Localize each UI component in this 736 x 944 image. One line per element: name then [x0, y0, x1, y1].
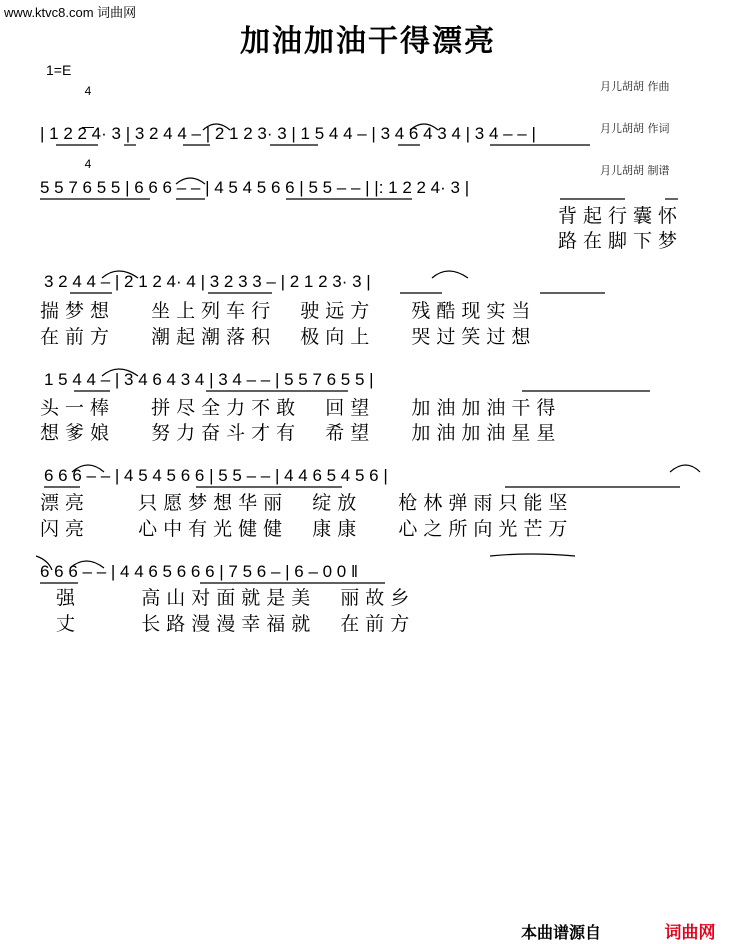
time-signature-bottom: 4 [84, 157, 92, 171]
lyric-row-2-verse-2: 路在脚下梦 [558, 230, 684, 252]
credit-lyricist: 月儿胡胡 作词 [600, 122, 670, 135]
score-row-3: 3 2 4 4 – | 2 1 2 4· 4 | 3 2 3 3 – | 2 1 2 3· 3 | [44, 272, 371, 291]
time-signature-top: 4 [84, 84, 92, 98]
score-row-2: 5 5 7 6 5 5 | 6 6 6 – – | 4 5 4 5 6 6 | 5 5 – – | |: 1 2 2 4· 3 | [40, 178, 470, 197]
slur [70, 561, 104, 568]
slur [36, 556, 52, 570]
score-row-5: 6 6 6 – – | 4 5 4 5 6 6 | 5 5 – – | 4 4 6 5 4 5 6 | [44, 466, 388, 485]
slur [102, 271, 138, 278]
lyric-row-5-verse-1: 漂亮 只愿梦想华丽 绽放 枪林弹雨只能坚 [40, 492, 574, 514]
lyric-row-6-verse-2: 丈 长路漫漫幸福就 在前方 [56, 613, 416, 635]
slur [203, 124, 230, 130]
lyric-row-4-verse-2: 想爹娘 努力奋斗才有 希望 加油加油星星 [40, 422, 562, 444]
footer-source-label: 本曲谱源自 [521, 923, 602, 942]
score-row-4: 1 5 4 4 – | 3 4 6 4 3 4 | 3 4 – – | 5 5 7 6 5 5 | [44, 370, 374, 389]
lyric-row-3-verse-1: 揣梦想 坐上列车行 驶远方 残酷现实当 [40, 300, 537, 322]
credit-arranger: 月儿胡胡 制谱 [600, 164, 670, 177]
watermark: www.ktvc8.com 词曲网 [4, 5, 137, 20]
credit-composer: 月儿胡胡 作曲 [600, 80, 670, 93]
slur [176, 178, 205, 184]
lyric-row-3-verse-2: 在前方 潮起潮落积 极向上 哭过笑过想 [40, 326, 537, 348]
lyric-row-5-verse-2: 闪亮 心中有光健健 康康 心之所向光芒万 [40, 518, 574, 540]
slur [102, 369, 138, 376]
slur [72, 465, 104, 472]
footer-logo[interactable]: 词曲网 [664, 923, 716, 943]
slur [490, 554, 575, 556]
lyric-row-6-verse-1: 强 高山对面就是美 丽故乡 [56, 587, 416, 609]
lyric-row-2-verse-1: 背起行囊怀 [558, 205, 684, 227]
slur [670, 465, 700, 472]
score-row-1: | 1 2 2 4· 3 | 3 2 4 4 – | 2 1 2 3· 3 | 1 5 4 4 – | 3 4 6 4 3 4 | 3 4 – – | [40, 124, 536, 143]
score-row-6: 6 6 6 – – | 4 4 6 5 6 6 6 | 7 5 6 – | 6 – 0 0 ‖ [40, 562, 358, 581]
key-signature: 1=E [46, 62, 72, 78]
slur [432, 271, 468, 278]
slur [410, 124, 438, 130]
song-title: 加油加油干得漂亮 [240, 24, 496, 59]
lyric-row-4-verse-1: 头一棒 拼尽全力不敢 回望 加油加油干得 [40, 397, 562, 419]
